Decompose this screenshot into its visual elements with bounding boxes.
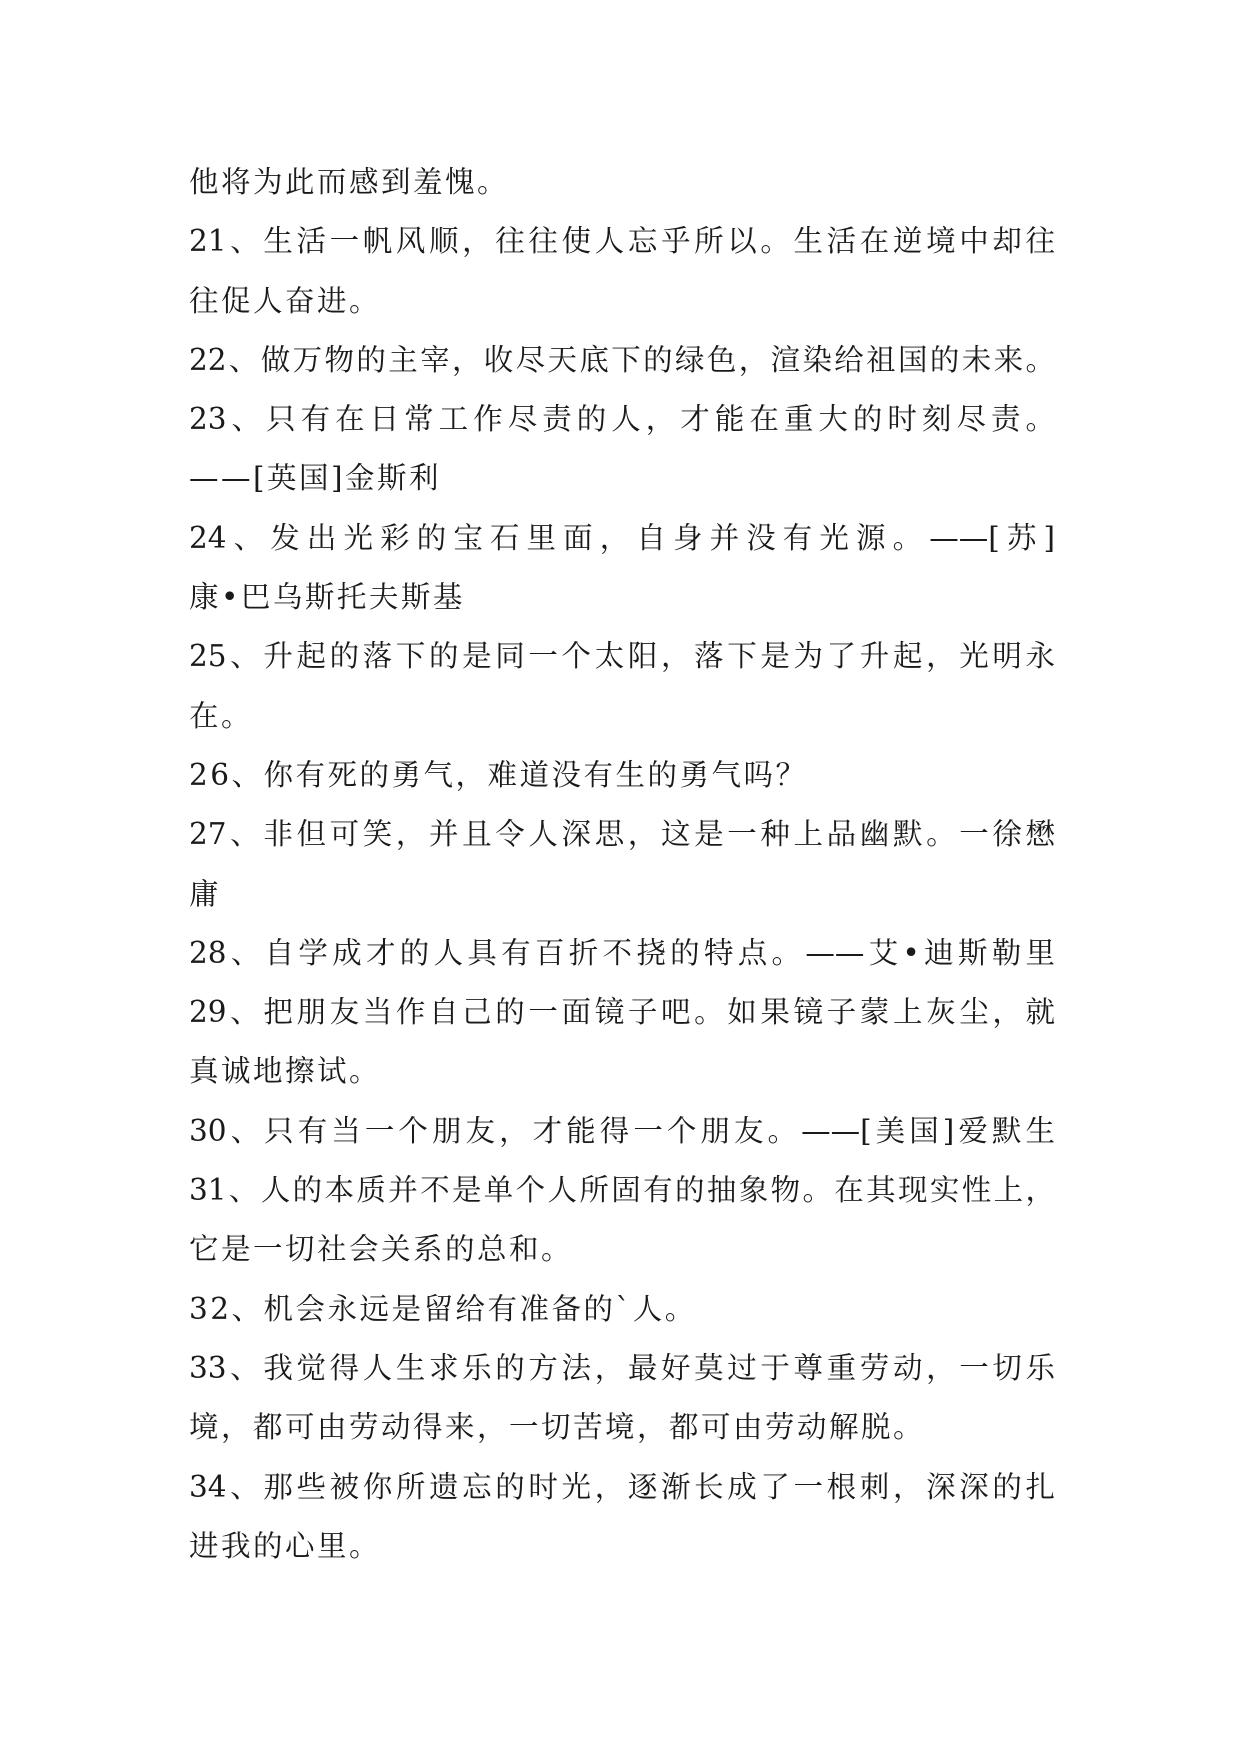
- quote-item-32: [189, 1280, 1055, 1339]
- quote-item-29: [189, 983, 1055, 1102]
- quote-item-21: [189, 212, 1055, 331]
- text-line: 28、自学成才的人具有百折不挠的特点。——艾•迪斯勒里: [189, 935, 1055, 970]
- quote-item-26: [189, 746, 1055, 805]
- text-line: 22、做万物的主宰，收尽天底下的绿色，渲染给祖国的未来。: [189, 342, 1055, 377]
- text-line: 21、生活一帆风顺，往往使人忘乎所以。生活在逆境中却往: [189, 224, 1055, 259]
- quote-item-31: [189, 1161, 1055, 1280]
- quote-item-23: [189, 390, 1055, 509]
- text-line: 26、你有死的勇气，难道没有生的勇气吗？: [189, 757, 808, 792]
- text-line: ——[英国]金斯利: [189, 461, 442, 496]
- text-line: 34、那些被你所遗忘的时光，逐渐长成了一根刺，深深的扎: [189, 1469, 1055, 1504]
- text-line: 往促人奋进。: [189, 283, 382, 318]
- text-line: 境，都可由劳动得来，一切苦境，都可由劳动解脱。: [189, 1410, 926, 1445]
- text-line: 康•巴乌斯托夫斯基: [189, 580, 465, 615]
- quote-item-28: [189, 924, 1055, 983]
- text-line: 24、发出光彩的宝石里面，自身并没有光源。——[苏]: [189, 520, 1055, 555]
- text-line: 30、只有当一个朋友，才能得一个朋友。——[美国]爱默生: [189, 1113, 1055, 1148]
- text-line: 25、升起的落下的是同一个太阳，落下是为了升起，光明永: [189, 639, 1055, 674]
- quote-item-22: [189, 331, 1055, 390]
- paragraph-continuation: [189, 153, 1055, 212]
- document-body: [189, 153, 1055, 1576]
- text-line: 27、非但可笑，并且令人深思，这是一种上品幽默。一徐懋: [189, 817, 1055, 852]
- text-line: 33、我觉得人生求乐的方法，最好莫过于尊重劳动，一切乐: [189, 1350, 1055, 1385]
- text-line: 31、人的本质并不是单个人所固有的抽象物。在其现实性上，: [189, 1173, 1055, 1208]
- text-line: 真诚地擦试。: [189, 1054, 382, 1089]
- text-line: 它是一切社会关系的总和。: [189, 1232, 574, 1267]
- text-line: 29、把朋友当作自己的一面镜子吧。如果镜子蒙上灰尘，就: [189, 995, 1055, 1030]
- text-line: 他将为此而感到羞愧。: [189, 165, 510, 199]
- text-line: 23、只有在日常工作尽责的人，才能在重大的时刻尽责。: [189, 402, 1055, 437]
- text-line: 庸: [189, 876, 222, 911]
- quote-item-34: [189, 1458, 1055, 1577]
- quote-item-33: [189, 1339, 1055, 1458]
- quote-item-24: [189, 509, 1055, 628]
- quote-item-25: [189, 627, 1055, 746]
- text-line: 进我的心里。: [189, 1528, 382, 1563]
- quote-item-30: [189, 1102, 1055, 1161]
- text-line: 32、机会永远是留给有准备的`人。: [189, 1291, 697, 1326]
- text-line: 在。: [189, 698, 254, 733]
- quote-item-27: [189, 805, 1055, 924]
